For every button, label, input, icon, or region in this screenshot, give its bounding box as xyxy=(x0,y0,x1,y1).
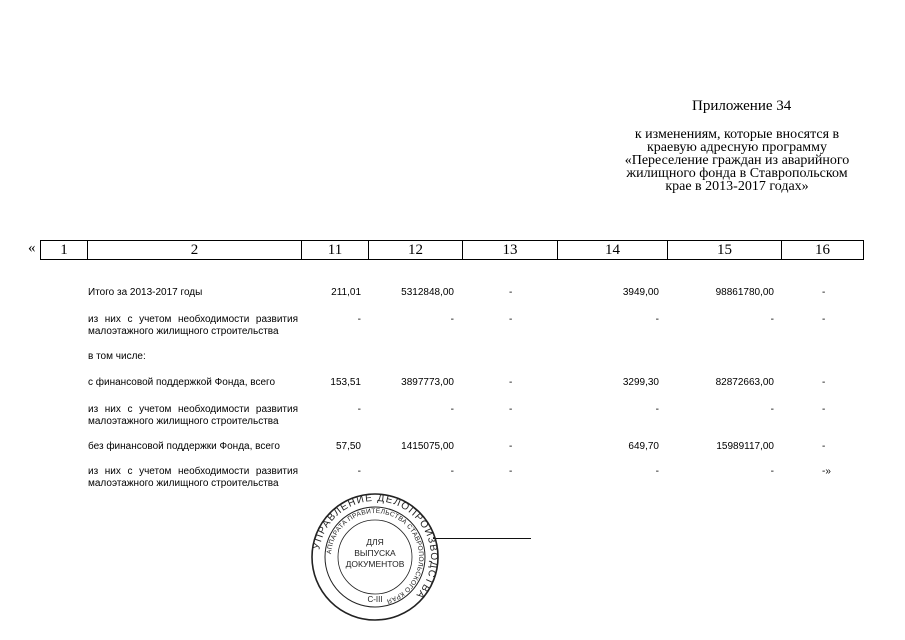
appendix-subtitle: к изменениям, которые вносятся в краевую адресную программу «Переселение граждан из аварийного жилищного фонда в Ставропольском крае в 2013-2017 годах» xyxy=(624,127,850,194)
cell-col13: - xyxy=(509,404,513,415)
cell-col14: 3949,00 xyxy=(622,287,659,298)
column-number-row xyxy=(40,240,864,260)
cell-col16: - xyxy=(822,404,826,415)
cell-col14: 649,70 xyxy=(628,441,659,452)
row-label: из них с учетом необходимости развития малоэтажного жилищного строительства xyxy=(88,404,298,427)
cell-col14: - xyxy=(655,404,659,415)
cell-col16: - xyxy=(822,441,826,452)
official-stamp xyxy=(310,492,440,622)
row-label: Итого за 2013-2017 годы xyxy=(88,287,203,298)
cell-col14: - xyxy=(655,466,659,477)
cell-col15: - xyxy=(770,404,774,415)
cell-col16: - xyxy=(822,314,826,325)
column-number-11: 11 xyxy=(302,241,369,260)
cell-col12: 3897773,00 xyxy=(401,377,454,388)
cell-col15: 82872663,00 xyxy=(715,377,774,388)
column-number-16: 16 xyxy=(782,241,864,260)
cell-col12: 1415075,00 xyxy=(401,441,454,452)
row-label: с финансовой поддержкой Фонда, всего xyxy=(88,377,276,388)
cell-col12: - xyxy=(450,314,454,325)
cell-col13: - xyxy=(509,314,513,325)
column-number-14: 14 xyxy=(558,241,668,260)
stamp-outer-text: УПРАВЛЕНИЕ ДЕЛОПРОИЗВОДСТВА xyxy=(311,492,440,602)
opening-quote: « xyxy=(28,240,36,256)
signature-line xyxy=(433,538,531,539)
row-label: в том числе: xyxy=(88,351,146,362)
row-label: без финансовой поддержки Фонда, всего xyxy=(88,441,280,452)
stamp-code: С-III xyxy=(367,595,383,604)
row-label: из них с учетом необходимости развития малоэтажного жилищного строительства xyxy=(88,314,298,337)
cell-col15: - xyxy=(770,466,774,477)
cell-col11: 153,51 xyxy=(330,377,361,388)
column-number-15: 15 xyxy=(668,241,782,260)
cell-col15: 98861780,00 xyxy=(715,287,774,298)
cell-col11: - xyxy=(357,314,361,325)
cell-col15: - xyxy=(770,314,774,325)
cell-col11: 211,01 xyxy=(331,287,361,298)
cell-col14: 3299,30 xyxy=(622,377,659,388)
stamp-center-line1: ДЛЯ xyxy=(366,537,384,547)
cell-col11: - xyxy=(357,404,361,415)
stamp-center-line3: ДОКУМЕНТОВ xyxy=(345,559,405,569)
cell-col13: - xyxy=(509,377,513,388)
cell-col12: - xyxy=(450,404,454,415)
cell-col13: - xyxy=(509,287,513,298)
cell-col16: - xyxy=(822,287,826,298)
cell-col12: 5312848,00 xyxy=(401,287,454,298)
stamp-center-line2: ВЫПУСКА xyxy=(354,548,396,558)
appendix-title: Приложение 34 xyxy=(692,98,792,114)
column-number-2: 2 xyxy=(88,241,302,260)
column-number-12: 12 xyxy=(369,241,463,260)
row-label: из них с учетом необходимости развития малоэтажного жилищного строительства xyxy=(88,466,298,489)
column-number-1: 1 xyxy=(41,241,88,260)
cell-col11: - xyxy=(357,466,361,477)
cell-col16: -» xyxy=(822,466,831,477)
cell-col15: 15989117,00 xyxy=(716,441,774,452)
cell-col11: 57,50 xyxy=(335,441,361,452)
cell-col12: - xyxy=(450,466,454,477)
cell-col13: - xyxy=(509,441,513,452)
cell-col13: - xyxy=(509,466,513,477)
stamp-inner-text: АППАРАТА ПРАВИТЕЛЬСТВА СТАВРОПОЛЬСКОГО КРАЯ xyxy=(326,507,425,605)
cell-col14: - xyxy=(655,314,659,325)
column-number-13: 13 xyxy=(463,241,558,260)
cell-col16: - xyxy=(822,377,826,388)
